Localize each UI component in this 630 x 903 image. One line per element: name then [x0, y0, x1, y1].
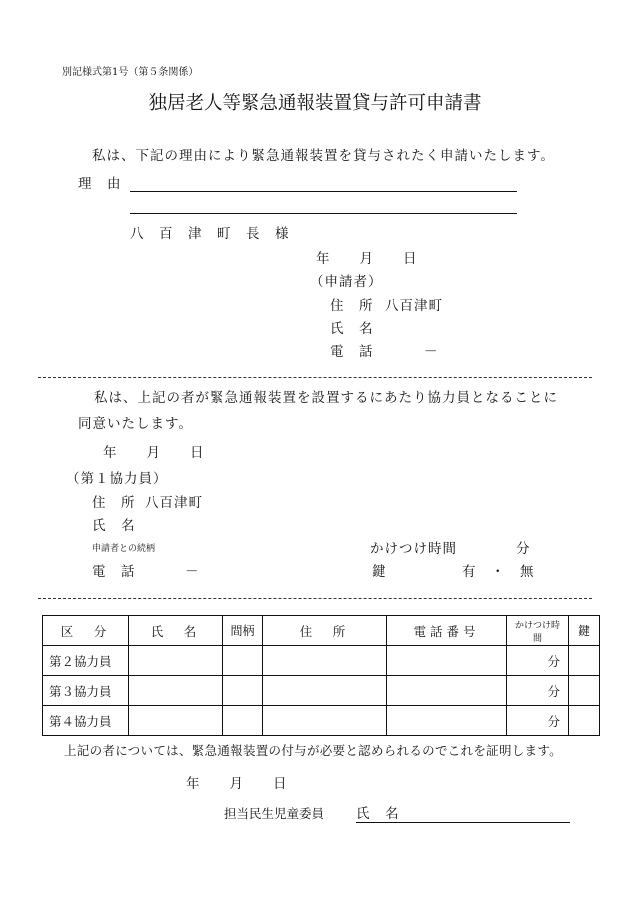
section-divider-1	[38, 377, 592, 378]
reason-label: 理 由	[78, 176, 122, 192]
consent-date[interactable]: 年 月 日	[103, 445, 205, 461]
row-name-cell[interactable]	[129, 676, 223, 706]
header-name: 氏 名	[129, 616, 223, 646]
relation-label: 申請者との続柄	[92, 544, 156, 554]
key-label: 鍵	[372, 564, 387, 580]
applicant-heading: （申請者）	[310, 274, 383, 290]
table-row	[43, 706, 600, 736]
row-phone-cell[interactable]	[387, 646, 507, 676]
row-relation-cell[interactable]	[223, 646, 263, 676]
row-category: 第２協力員	[43, 646, 129, 676]
header-address: 住 所	[263, 616, 387, 646]
row-name-cell[interactable]	[129, 646, 223, 676]
certification-date[interactable]: 年 月 日	[186, 776, 288, 792]
helper-phone-label: 電 話	[92, 564, 136, 580]
header-key: 鍵	[569, 616, 600, 646]
header-phone: 電話番号	[387, 616, 507, 646]
row-address-cell[interactable]	[263, 676, 387, 706]
row-rush-time-cell[interactable]: 分	[507, 706, 569, 736]
row-phone-cell[interactable]	[387, 676, 507, 706]
row-address-cell[interactable]	[263, 646, 387, 676]
row-phone-cell[interactable]	[387, 706, 507, 736]
row-relation-cell[interactable]	[223, 706, 263, 736]
consent-statement-line2: 同意いたします。	[78, 416, 193, 432]
row-category: 第４協力員	[43, 706, 129, 736]
table-header-row	[43, 616, 600, 646]
page-title: 独居老人等緊急通報装置貸与許可申請書	[148, 93, 482, 114]
row-address-cell[interactable]	[263, 706, 387, 736]
helper-heading: （第１協力員）	[66, 471, 168, 487]
form-number: 別記様式第1号（第５条関係）	[62, 67, 199, 78]
commissioner-label: 担当民生児童委員	[224, 806, 325, 821]
commissioner-name-line[interactable]	[356, 822, 570, 823]
section-divider-2	[38, 598, 592, 599]
rush-time-unit[interactable]: 分	[516, 541, 531, 557]
applicant-address-value[interactable]: 八百津町	[385, 298, 443, 314]
helper-address-value[interactable]: 八百津町	[145, 495, 203, 511]
applicant-phone-label: 電 話	[330, 344, 374, 360]
header-category: 区 分	[43, 616, 129, 646]
application-date[interactable]: 年 月 日	[316, 251, 418, 267]
row-name-cell[interactable]	[129, 706, 223, 736]
applicant-address-label: 住 所	[330, 298, 374, 314]
row-key-cell[interactable]	[569, 646, 600, 676]
row-key-cell[interactable]	[569, 676, 600, 706]
header-rush-time: かけつけ時間	[507, 616, 569, 646]
addressee: 八 百 津 町 長 様	[130, 226, 290, 242]
helper-address-label: 住 所	[92, 495, 136, 511]
certification-statement: 上記の者については、緊急通報装置の付与が必要と認められるのでこれを証明します。	[64, 743, 562, 758]
helpers-table	[42, 615, 600, 736]
helper-name-label: 氏 名	[92, 518, 136, 534]
reason-line-1[interactable]	[130, 191, 517, 192]
key-options[interactable]: 有 ・ 無	[462, 564, 535, 580]
consent-statement-line1: 私は、上記の者が緊急通報装置を設置するにあたり協力員となることに	[94, 390, 558, 406]
table-row	[43, 676, 600, 706]
row-rush-time-cell[interactable]: 分	[507, 646, 569, 676]
row-rush-time-cell[interactable]: 分	[507, 676, 569, 706]
header-relation: 間柄	[223, 616, 263, 646]
application-statement: 私は、下記の理由により緊急通報装置を貸与されたく申請いたします。	[92, 148, 555, 164]
applicant-phone-dash[interactable]: －	[424, 344, 439, 360]
applicant-name-label: 氏 名	[330, 321, 374, 337]
helper-phone-dash[interactable]: －	[185, 564, 200, 580]
row-category: 第３協力員	[43, 676, 129, 706]
row-key-cell[interactable]	[569, 706, 600, 736]
table-row	[43, 646, 600, 676]
row-relation-cell[interactable]	[223, 676, 263, 706]
commissioner-name-label: 氏 名	[356, 806, 400, 822]
rush-time-label: かけつけ時間	[370, 541, 457, 557]
reason-line-2[interactable]	[130, 213, 517, 214]
